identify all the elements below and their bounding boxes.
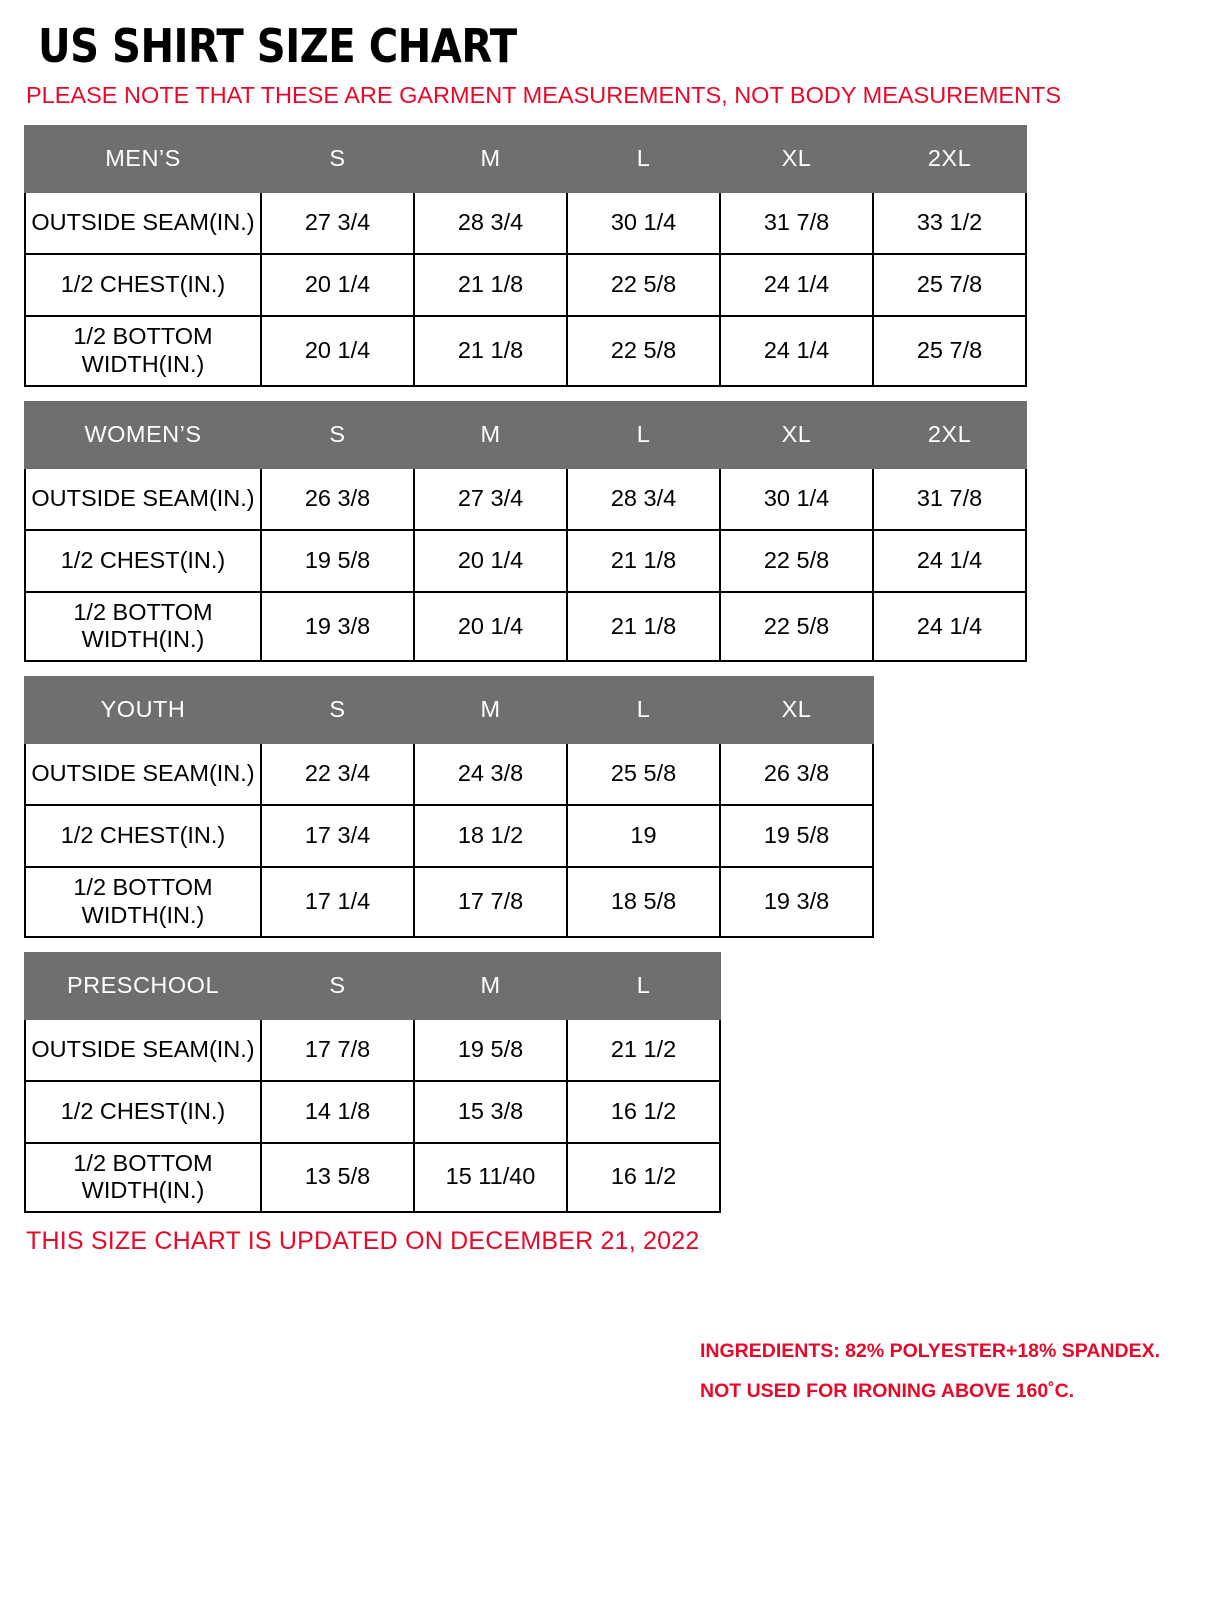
cell: 18 5/8 — [567, 867, 720, 936]
cell: 26 3/8 — [720, 743, 873, 805]
table-row — [25, 953, 720, 1019]
table-preschool-header-cell-2: M — [414, 953, 567, 1019]
table-youth-header-cell-4: XL — [720, 677, 873, 743]
table-row — [25, 402, 1026, 468]
table-row — [25, 867, 873, 936]
row-label: 1/2 BOTTOM WIDTH(IN.) — [25, 1143, 261, 1212]
cell: 24 1/4 — [873, 592, 1026, 661]
ingredients-line-1: INGREDIENTS: 82% POLYESTER+18% SPANDEX. — [700, 1340, 1161, 1362]
table-womens-header-cell-4: XL — [720, 402, 873, 468]
cell: 20 1/4 — [261, 254, 414, 316]
table-preschool — [24, 952, 721, 1213]
table-youth-header-cell-1: S — [261, 677, 414, 743]
table-mens-header-cell-0: MEN’S — [25, 126, 261, 192]
cell: 27 3/4 — [261, 192, 414, 254]
cell: 24 1/4 — [873, 530, 1026, 592]
cell: 27 3/4 — [414, 468, 567, 530]
table-youth — [24, 676, 874, 937]
cell: 21 1/8 — [567, 530, 720, 592]
table-row — [25, 805, 873, 867]
table-womens-header-cell-2: M — [414, 402, 567, 468]
cell: 31 7/8 — [873, 468, 1026, 530]
cell: 16 1/2 — [567, 1143, 720, 1212]
table-youth-header-cell-2: M — [414, 677, 567, 743]
table-row — [25, 1019, 720, 1081]
table-womens-header-cell-0: WOMEN’S — [25, 402, 261, 468]
updated-note: THIS SIZE CHART IS UPDATED ON DECEMBER 21, 2022 — [26, 1227, 700, 1256]
table-preschool-body — [25, 1019, 720, 1212]
row-label: OUTSIDE SEAM(IN.) — [25, 468, 261, 530]
cell: 15 11/40 — [414, 1143, 567, 1212]
cell: 20 1/4 — [414, 530, 567, 592]
cell: 20 1/4 — [414, 592, 567, 661]
table-youth-header-cell-0: YOUTH — [25, 677, 261, 743]
cell: 21 1/8 — [414, 254, 567, 316]
table-mens-header — [25, 126, 1026, 192]
cell: 21 1/8 — [567, 592, 720, 661]
cell: 18 1/2 — [414, 805, 567, 867]
table-youth-header — [25, 677, 873, 743]
table-womens-header-cell-1: S — [261, 402, 414, 468]
table-mens-header-cell-1: S — [261, 126, 414, 192]
table-preschool-header — [25, 953, 720, 1019]
cell: 24 1/4 — [720, 316, 873, 385]
table-row — [25, 743, 873, 805]
cell: 25 5/8 — [567, 743, 720, 805]
table-row — [25, 677, 873, 743]
cell: 24 1/4 — [720, 254, 873, 316]
row-label: 1/2 CHEST(IN.) — [25, 805, 261, 867]
table-row — [25, 1143, 720, 1212]
table-row — [25, 316, 1026, 385]
cell: 20 1/4 — [261, 316, 414, 385]
cell: 24 3/8 — [414, 743, 567, 805]
table-row — [25, 192, 1026, 254]
row-label: 1/2 BOTTOM WIDTH(IN.) — [25, 316, 261, 385]
ingredients-line-2: NOT USED FOR IRONING ABOVE 160˚C. — [700, 1379, 1075, 1402]
table-mens-header-cell-5: 2XL — [873, 126, 1026, 192]
cell: 17 7/8 — [261, 1019, 414, 1081]
cell: 21 1/8 — [414, 316, 567, 385]
table-mens — [24, 125, 1027, 386]
tables-container — [24, 125, 1196, 1213]
cell: 30 1/4 — [567, 192, 720, 254]
table-row — [25, 126, 1026, 192]
cell: 30 1/4 — [720, 468, 873, 530]
table-mens-header-cell-2: M — [414, 126, 567, 192]
table-row — [25, 468, 1026, 530]
row-label: OUTSIDE SEAM(IN.) — [25, 192, 261, 254]
cell: 17 1/4 — [261, 867, 414, 936]
cell: 17 3/4 — [261, 805, 414, 867]
row-label: 1/2 CHEST(IN.) — [25, 1081, 261, 1143]
table-womens-body — [25, 468, 1026, 661]
table-row — [25, 592, 1026, 661]
row-label: OUTSIDE SEAM(IN.) — [25, 1019, 261, 1081]
cell: 22 3/4 — [261, 743, 414, 805]
cell: 16 1/2 — [567, 1081, 720, 1143]
table-womens-header-cell-5: 2XL — [873, 402, 1026, 468]
row-label: 1/2 BOTTOM WIDTH(IN.) — [25, 867, 261, 936]
page-title: US SHIRT SIZE CHART — [38, 19, 517, 73]
cell: 33 1/2 — [873, 192, 1026, 254]
cell: 22 5/8 — [567, 254, 720, 316]
table-womens-header — [25, 402, 1026, 468]
measurement-note: PLEASE NOTE THAT THESE ARE GARMENT MEASUREMENTS, NOT BODY MEASUREMENTS — [26, 82, 1062, 109]
cell: 31 7/8 — [720, 192, 873, 254]
row-label: 1/2 BOTTOM WIDTH(IN.) — [25, 592, 261, 661]
cell: 25 7/8 — [873, 254, 1026, 316]
cell: 22 5/8 — [720, 530, 873, 592]
row-label: 1/2 CHEST(IN.) — [25, 254, 261, 316]
table-row — [25, 530, 1026, 592]
cell: 19 5/8 — [720, 805, 873, 867]
cell: 26 3/8 — [261, 468, 414, 530]
table-youth-header-cell-3: L — [567, 677, 720, 743]
table-preschool-header-cell-3: L — [567, 953, 720, 1019]
table-mens-header-cell-4: XL — [720, 126, 873, 192]
table-row — [25, 254, 1026, 316]
table-row — [25, 1081, 720, 1143]
cell: 19 3/8 — [261, 592, 414, 661]
cell: 28 3/4 — [414, 192, 567, 254]
cell: 13 5/8 — [261, 1143, 414, 1212]
cell: 14 1/8 — [261, 1081, 414, 1143]
cell: 19 3/8 — [720, 867, 873, 936]
cell: 19 5/8 — [414, 1019, 567, 1081]
cell: 28 3/4 — [567, 468, 720, 530]
table-womens — [24, 401, 1027, 662]
table-preschool-header-cell-0: PRESCHOOL — [25, 953, 261, 1019]
table-youth-body — [25, 743, 873, 936]
row-label: OUTSIDE SEAM(IN.) — [25, 743, 261, 805]
cell: 19 5/8 — [261, 530, 414, 592]
cell: 25 7/8 — [873, 316, 1026, 385]
table-mens-body — [25, 192, 1026, 385]
ingredients-block — [700, 1332, 1200, 1412]
row-label: 1/2 CHEST(IN.) — [25, 530, 261, 592]
table-mens-header-cell-3: L — [567, 126, 720, 192]
table-womens-header-cell-3: L — [567, 402, 720, 468]
cell: 17 7/8 — [414, 867, 567, 936]
cell: 21 1/2 — [567, 1019, 720, 1081]
cell: 19 — [567, 805, 720, 867]
table-preschool-header-cell-1: S — [261, 953, 414, 1019]
cell: 22 5/8 — [720, 592, 873, 661]
cell: 22 5/8 — [567, 316, 720, 385]
cell: 15 3/8 — [414, 1081, 567, 1143]
